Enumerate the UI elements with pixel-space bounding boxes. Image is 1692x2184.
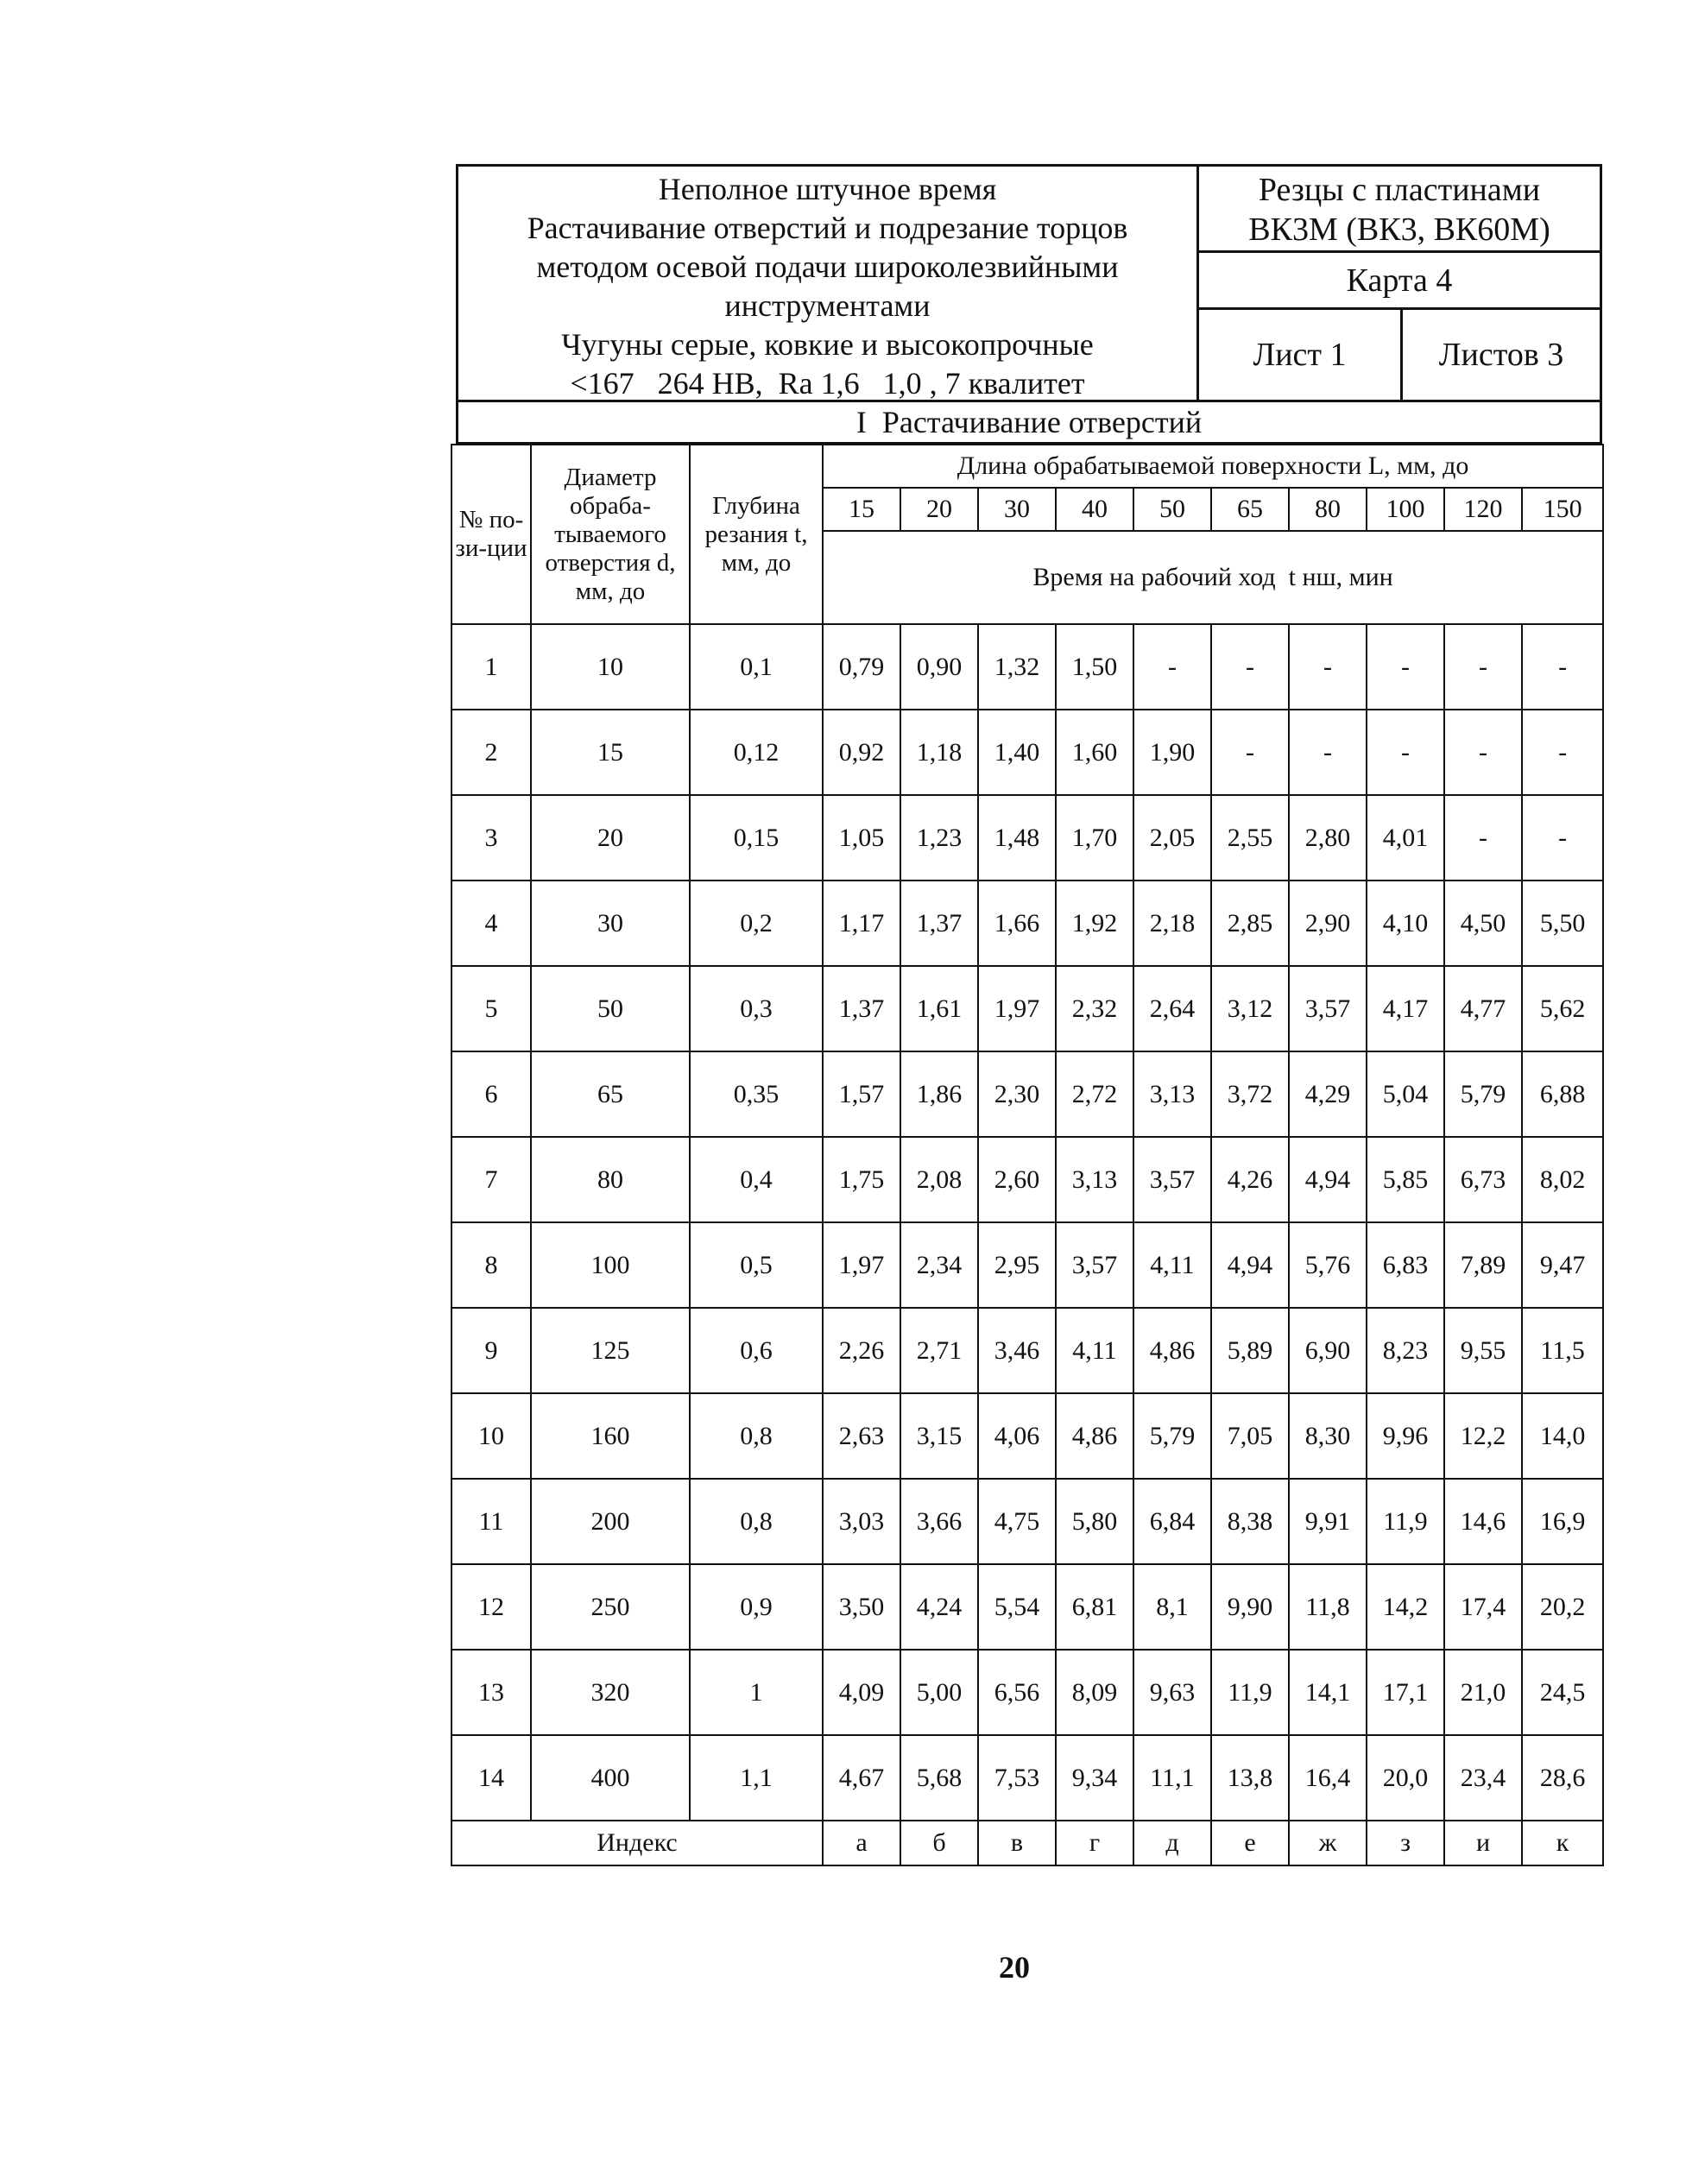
time-value-cell: 20,2: [1522, 1564, 1603, 1650]
time-value-cell: 2,80: [1289, 795, 1367, 881]
time-value-cell: 1,86: [900, 1051, 978, 1137]
time-value-cell: 28,6: [1522, 1735, 1603, 1821]
time-value-cell: 0,79: [823, 624, 900, 710]
depth-cell: 0,9: [690, 1564, 823, 1650]
time-value-cell: 2,18: [1133, 881, 1211, 966]
length-header: Длина обрабатываемой поверхности L, мм, до: [823, 445, 1603, 488]
time-value-cell: 17,1: [1367, 1650, 1444, 1735]
title-line: Чугуны серые, ковкие и высокопрочные: [561, 327, 1094, 362]
time-value-cell: 17,4: [1444, 1564, 1522, 1650]
time-value-cell: 8,38: [1211, 1479, 1289, 1564]
time-value-cell: 2,72: [1056, 1051, 1133, 1137]
time-value-cell: 7,53: [978, 1735, 1056, 1821]
title-line: Растачивание отверстий и подрезание торцов: [527, 211, 1128, 245]
time-value-cell: 2,05: [1133, 795, 1211, 881]
depth-cell: 0,1: [690, 624, 823, 710]
time-value-cell: 6,81: [1056, 1564, 1133, 1650]
time-value-cell: 9,55: [1444, 1308, 1522, 1393]
time-value-cell: 2,55: [1211, 795, 1289, 881]
diameter-cell: 125: [531, 1308, 690, 1393]
time-value-cell: 9,96: [1367, 1393, 1444, 1479]
time-value-cell: 1,70: [1056, 795, 1133, 881]
time-table: [451, 444, 1604, 1866]
time-value-cell: 1,40: [978, 710, 1056, 795]
time-value-cell: 6,73: [1444, 1137, 1522, 1222]
time-value-cell: 1,90: [1133, 710, 1211, 795]
diameter-cell: 200: [531, 1479, 690, 1564]
position-cell: 14: [451, 1735, 531, 1821]
diameter-cell: 100: [531, 1222, 690, 1308]
diameter-cell: 320: [531, 1650, 690, 1735]
time-value-cell: 2,63: [823, 1393, 900, 1479]
time-value-cell: 2,34: [900, 1222, 978, 1308]
index-letter-cell: к: [1522, 1821, 1603, 1865]
depth-cell: 1: [690, 1650, 823, 1735]
position-cell: 1: [451, 624, 531, 710]
card-title-block: [458, 167, 1199, 400]
position-cell: 2: [451, 710, 531, 795]
time-value-cell: 1,32: [978, 624, 1056, 710]
time-value-cell: 1,48: [978, 795, 1056, 881]
time-value-cell: 8,30: [1289, 1393, 1367, 1479]
time-value-cell: 4,67: [823, 1735, 900, 1821]
time-value-cell: 6,84: [1133, 1479, 1211, 1564]
position-cell: 6: [451, 1051, 531, 1137]
tools-cell: [1199, 167, 1600, 253]
position-cell: 10: [451, 1393, 531, 1479]
time-value-cell: 5,04: [1367, 1051, 1444, 1137]
time-value-cell: -: [1367, 710, 1444, 795]
table-row: [451, 1479, 1603, 1564]
time-value-cell: 1,97: [823, 1222, 900, 1308]
sheets-total: Листов 3: [1438, 337, 1564, 373]
time-value-cell: -: [1522, 624, 1603, 710]
depth-cell: 0,12: [690, 710, 823, 795]
time-value-cell: 2,30: [978, 1051, 1056, 1137]
time-value-cell: 4,77: [1444, 966, 1522, 1051]
time-value-cell: 4,94: [1289, 1137, 1367, 1222]
time-value-cell: 11,8: [1289, 1564, 1367, 1650]
time-value-cell: 2,90: [1289, 881, 1367, 966]
time-value-cell: 14,2: [1367, 1564, 1444, 1650]
time-value-cell: 3,72: [1211, 1051, 1289, 1137]
time-value-cell: 14,1: [1289, 1650, 1367, 1735]
depth-cell: 0,5: [690, 1222, 823, 1308]
time-value-cell: 6,90: [1289, 1308, 1367, 1393]
time-value-cell: 2,08: [900, 1137, 978, 1222]
length-column-header: 120: [1444, 488, 1522, 531]
length-column-header: 20: [900, 488, 978, 531]
time-value-cell: 1,37: [823, 966, 900, 1051]
table-row: [451, 1564, 1603, 1650]
index-letter-cell: б: [900, 1821, 978, 1865]
time-value-cell: 3,46: [978, 1308, 1056, 1393]
table-row: [451, 881, 1603, 966]
title-line: Неполное штучное время: [658, 172, 997, 206]
position-cell: 8: [451, 1222, 531, 1308]
time-value-cell: 3,57: [1289, 966, 1367, 1051]
length-column-header: 65: [1211, 488, 1289, 531]
tools-line: ВК3М (ВК3, ВК60М): [1248, 211, 1550, 248]
time-value-cell: 24,5: [1522, 1650, 1603, 1735]
position-cell: 12: [451, 1564, 531, 1650]
index-letter-cell: а: [823, 1821, 900, 1865]
diameter-cell: 160: [531, 1393, 690, 1479]
diameter-column-header: Диаметр обраба-тываемого отверстия d, мм, до: [531, 445, 690, 624]
time-value-cell: 12,2: [1444, 1393, 1522, 1479]
time-value-cell: 1,75: [823, 1137, 900, 1222]
page-number: 20: [999, 1950, 1030, 1985]
time-value-cell: 8,23: [1367, 1308, 1444, 1393]
time-value-cell: 11,9: [1211, 1650, 1289, 1735]
depth-cell: 0,15: [690, 795, 823, 881]
time-value-cell: 2,60: [978, 1137, 1056, 1222]
time-value-cell: 6,83: [1367, 1222, 1444, 1308]
time-value-cell: -: [1133, 624, 1211, 710]
time-value-cell: -: [1211, 710, 1289, 795]
index-letter-cell: и: [1444, 1821, 1522, 1865]
depth-cell: 0,4: [690, 1137, 823, 1222]
index-letter-cell: г: [1056, 1821, 1133, 1865]
time-value-cell: 3,13: [1056, 1137, 1133, 1222]
diameter-cell: 15: [531, 710, 690, 795]
time-value-cell: 9,91: [1289, 1479, 1367, 1564]
time-value-cell: 5,80: [1056, 1479, 1133, 1564]
length-column-header: 30: [978, 488, 1056, 531]
time-value-cell: 4,24: [900, 1564, 978, 1650]
time-value-cell: 7,05: [1211, 1393, 1289, 1479]
diameter-cell: 30: [531, 881, 690, 966]
time-value-cell: 4,09: [823, 1650, 900, 1735]
table-row: [451, 795, 1603, 881]
position-column-header: № по-зи-ции: [451, 445, 531, 624]
index-label: Индекс: [451, 1821, 823, 1865]
title-line: методом осевой подачи широколезвийными: [536, 249, 1119, 284]
time-value-cell: 6,88: [1522, 1051, 1603, 1137]
table-row: [451, 1137, 1603, 1222]
table-row: [451, 1735, 1603, 1821]
time-value-cell: -: [1522, 710, 1603, 795]
depth-cell: 1,1: [690, 1735, 823, 1821]
index-letter-cell: е: [1211, 1821, 1289, 1865]
time-value-cell: 4,10: [1367, 881, 1444, 966]
time-value-cell: 16,9: [1522, 1479, 1603, 1564]
table-row: [451, 1393, 1603, 1479]
length-column-header: 100: [1367, 488, 1444, 531]
time-value-cell: 3,57: [1133, 1137, 1211, 1222]
time-value-cell: 1,37: [900, 881, 978, 966]
time-value-cell: 13,8: [1211, 1735, 1289, 1821]
time-value-cell: 16,4: [1289, 1735, 1367, 1821]
time-value-cell: 3,12: [1211, 966, 1289, 1051]
length-column-header: 15: [823, 488, 900, 531]
time-value-cell: 4,50: [1444, 881, 1522, 966]
time-value-cell: 9,34: [1056, 1735, 1133, 1821]
table-row: [451, 966, 1603, 1051]
time-value-cell: 11,9: [1367, 1479, 1444, 1564]
time-value-cell: 1,18: [900, 710, 978, 795]
time-value-cell: -: [1367, 624, 1444, 710]
diameter-cell: 20: [531, 795, 690, 881]
position-cell: 7: [451, 1137, 531, 1222]
title-line: <167 264 НВ, Ra 1,6 1,0 , 7 квалитет: [570, 366, 1085, 401]
time-value-cell: 1,61: [900, 966, 978, 1051]
depth-cell: 0,8: [690, 1393, 823, 1479]
time-value-cell: 2,64: [1133, 966, 1211, 1051]
time-value-cell: 5,00: [900, 1650, 978, 1735]
time-value-cell: 9,47: [1522, 1222, 1603, 1308]
time-value-cell: 6,56: [978, 1650, 1056, 1735]
diameter-cell: 50: [531, 966, 690, 1051]
time-value-cell: 14,0: [1522, 1393, 1603, 1479]
depth-cell: 0,35: [690, 1051, 823, 1137]
index-letter-cell: в: [978, 1821, 1056, 1865]
time-value-cell: 9,63: [1133, 1650, 1211, 1735]
position-cell: 9: [451, 1308, 531, 1393]
sheet-number: Лист 1: [1199, 310, 1403, 400]
length-column-header: 80: [1289, 488, 1367, 531]
time-value-cell: 3,66: [900, 1479, 978, 1564]
card-number: Карта 4: [1199, 253, 1600, 310]
time-value-cell: 4,86: [1056, 1393, 1133, 1479]
time-value-cell: 1,60: [1056, 710, 1133, 795]
depth-cell: 0,3: [690, 966, 823, 1051]
time-value-cell: 0,92: [823, 710, 900, 795]
time-value-cell: 5,79: [1444, 1051, 1522, 1137]
length-column-header: 150: [1522, 488, 1603, 531]
time-value-cell: 5,50: [1522, 881, 1603, 966]
index-letter-cell: з: [1367, 1821, 1444, 1865]
time-value-cell: -: [1211, 624, 1289, 710]
time-value-cell: 4,17: [1367, 966, 1444, 1051]
time-value-cell: 3,15: [900, 1393, 978, 1479]
time-value-cell: 5,68: [900, 1735, 978, 1821]
time-value-cell: 2,95: [978, 1222, 1056, 1308]
time-value-cell: 5,62: [1522, 966, 1603, 1051]
card-header: [456, 164, 1602, 402]
diameter-cell: 65: [531, 1051, 690, 1137]
time-value-cell: 2,85: [1211, 881, 1289, 966]
depth-cell: 0,8: [690, 1479, 823, 1564]
time-value-cell: 4,29: [1289, 1051, 1367, 1137]
length-column-header: 50: [1133, 488, 1211, 531]
time-value-cell: -: [1522, 795, 1603, 881]
position-cell: 13: [451, 1650, 531, 1735]
index-row: [451, 1821, 1603, 1865]
diameter-cell: 10: [531, 624, 690, 710]
time-value-cell: 5,76: [1289, 1222, 1367, 1308]
time-value-cell: 23,4: [1444, 1735, 1522, 1821]
diameter-cell: 80: [531, 1137, 690, 1222]
time-value-cell: 3,13: [1133, 1051, 1211, 1137]
tools-line: Резцы с пластинами: [1258, 172, 1541, 208]
diameter-cell: 400: [531, 1735, 690, 1821]
time-value-cell: 9,90: [1211, 1564, 1289, 1650]
title-line: инструментами: [724, 288, 931, 323]
time-value-cell: 4,75: [978, 1479, 1056, 1564]
time-value-cell: 3,57: [1056, 1222, 1133, 1308]
time-value-cell: -: [1444, 624, 1522, 710]
time-value-cell: -: [1289, 710, 1367, 795]
depth-cell: 0,2: [690, 881, 823, 966]
time-value-cell: 14,6: [1444, 1479, 1522, 1564]
time-value-cell: 8,02: [1522, 1137, 1603, 1222]
table-row: [451, 1222, 1603, 1308]
time-value-cell: -: [1289, 624, 1367, 710]
index-letter-cell: ж: [1289, 1821, 1367, 1865]
position-cell: 4: [451, 881, 531, 966]
time-value-cell: 4,94: [1211, 1222, 1289, 1308]
time-value-cell: 4,26: [1211, 1137, 1289, 1222]
time-value-cell: 1,50: [1056, 624, 1133, 710]
time-value-cell: 7,89: [1444, 1222, 1522, 1308]
time-value-cell: 8,09: [1056, 1650, 1133, 1735]
time-value-cell: 1,66: [978, 881, 1056, 966]
time-value-cell: 21,0: [1444, 1650, 1522, 1735]
time-value-cell: 8,1: [1133, 1564, 1211, 1650]
time-value-cell: 11,5: [1522, 1308, 1603, 1393]
time-header: Время на рабочий ход t нш, мин: [823, 531, 1603, 624]
time-value-cell: 3,03: [823, 1479, 900, 1564]
time-value-cell: 2,26: [823, 1308, 900, 1393]
time-value-cell: 5,79: [1133, 1393, 1211, 1479]
time-value-cell: 1,17: [823, 881, 900, 966]
diameter-cell: 250: [531, 1564, 690, 1650]
position-cell: 3: [451, 795, 531, 881]
time-value-cell: 5,54: [978, 1564, 1056, 1650]
time-value-cell: 2,71: [900, 1308, 978, 1393]
position-cell: 11: [451, 1479, 531, 1564]
time-value-cell: 1,05: [823, 795, 900, 881]
depth-cell: 0,6: [690, 1308, 823, 1393]
time-value-cell: 1,57: [823, 1051, 900, 1137]
index-letter-cell: д: [1133, 1821, 1211, 1865]
time-value-cell: 5,89: [1211, 1308, 1289, 1393]
time-value-cell: -: [1444, 795, 1522, 881]
time-value-cell: 1,23: [900, 795, 978, 881]
length-column-header: 40: [1056, 488, 1133, 531]
position-cell: 5: [451, 966, 531, 1051]
time-value-cell: 4,06: [978, 1393, 1056, 1479]
time-value-cell: 4,01: [1367, 795, 1444, 881]
time-value-cell: 4,11: [1133, 1222, 1211, 1308]
table-row: [451, 1051, 1603, 1137]
table-row: [451, 624, 1603, 710]
time-value-cell: 2,32: [1056, 966, 1133, 1051]
time-value-cell: 3,50: [823, 1564, 900, 1650]
time-value-cell: 5,85: [1367, 1137, 1444, 1222]
table-row: [451, 1308, 1603, 1393]
time-value-cell: 0,90: [900, 624, 978, 710]
depth-column-header: Глубина резания t, мм, до: [690, 445, 823, 624]
table-row: [451, 710, 1603, 795]
table-row: [451, 1650, 1603, 1735]
time-value-cell: 11,1: [1133, 1735, 1211, 1821]
time-value-cell: 1,92: [1056, 881, 1133, 966]
time-value-cell: -: [1444, 710, 1522, 795]
section-title: I Растачивание отверстий: [456, 402, 1602, 444]
time-value-cell: 4,11: [1056, 1308, 1133, 1393]
time-value-cell: 20,0: [1367, 1735, 1444, 1821]
time-value-cell: 4,86: [1133, 1308, 1211, 1393]
time-value-cell: 1,97: [978, 966, 1056, 1051]
